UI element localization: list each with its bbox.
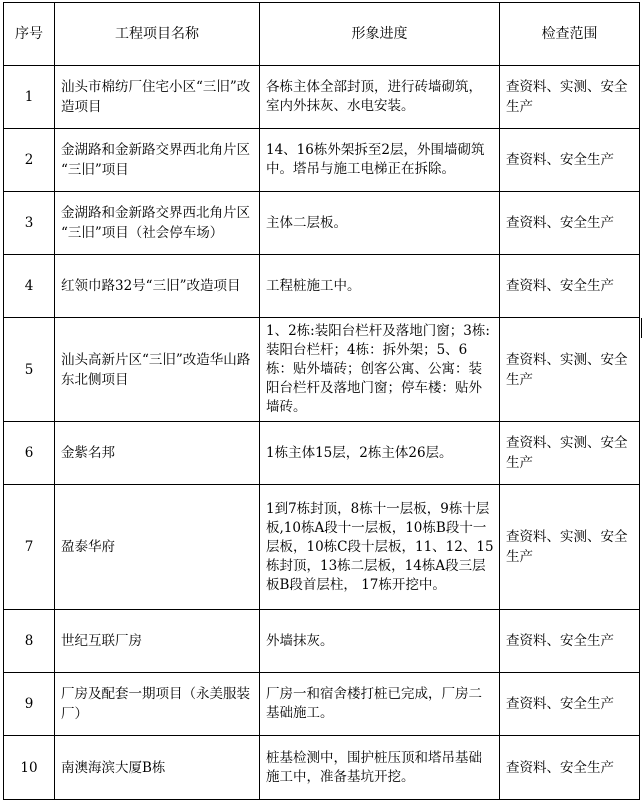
row-no: 1 <box>4 66 55 129</box>
row-scope: 查资料、安全生产 <box>500 255 640 318</box>
row-progress: 1到7栋封顶，8栋十一层板，9栋十层板,10栋A段十一层板，10栋B段十一层板，10栋C段十层板，11、12、15栋封顶，13栋二层板，14栋A段三层板B段首层柱， 17栋开挖中。 <box>260 485 500 610</box>
row-no: 3 <box>4 192 55 255</box>
row-project-name: 盈泰华府 <box>55 485 260 610</box>
row-progress: 1、2栋:装阳台栏杆及落地门窗；3栋:装阳台栏杆；4栋：拆外架；5、6栋：贴外墙砖；创客公寓、公寓：装阳台栏杆及落地门窗；停车楼：贴外墙砖。 <box>260 318 500 422</box>
row-project-name: 金紫名邦 <box>55 422 260 485</box>
row-no: 7 <box>4 485 55 610</box>
row-no: 8 <box>4 610 55 673</box>
table-row <box>4 610 640 673</box>
row-scope: 查资料、安全生产 <box>500 610 640 673</box>
row-no: 5 <box>4 318 55 422</box>
project-inspection-table <box>3 2 640 800</box>
row-project-name: 金湖路和金新路交界西北角片区 “三旧”项目（社会停车场） <box>55 192 260 255</box>
row-project-name: 金湖路和金新路交界西北角片区 “三旧”项目 <box>55 129 260 192</box>
table-row <box>4 485 640 610</box>
table-row <box>4 422 640 485</box>
row-progress: 外墙抹灰。 <box>260 610 500 673</box>
table-header-row <box>4 3 640 66</box>
header-project-name: 工程项目名称 <box>55 3 260 66</box>
row-scope: 查资料、安全生产 <box>500 129 640 192</box>
table-row <box>4 129 640 192</box>
row-scope: 查资料、安全生产 <box>500 673 640 736</box>
row-scope: 查资料、实测、安全生产 <box>500 318 640 422</box>
row-progress: 桩基检测中，围护桩压顶和塔吊基础施工中，准备基坑开挖。 <box>260 736 500 800</box>
row-project-name: 南澳海滨大厦B栋 <box>55 736 260 800</box>
row-project-name: 汕头市棉纺厂住宅小区“三旧”改造项目 <box>55 66 260 129</box>
header-no: 序号 <box>4 3 55 66</box>
row-project-name: 红领巾路32号“三旧”改造项目 <box>55 255 260 318</box>
header-scope: 检查范围 <box>500 3 640 66</box>
row-progress: 主体二层板。 <box>260 192 500 255</box>
table-row <box>4 66 640 129</box>
row-no: 4 <box>4 255 55 318</box>
row-scope: 查资料、安全生产 <box>500 192 640 255</box>
row-no: 6 <box>4 422 55 485</box>
row-progress: 厂房一和宿舍楼打桩已完成，厂房二基础施工。 <box>260 673 500 736</box>
table-row <box>4 318 640 422</box>
row-no: 2 <box>4 129 55 192</box>
row-progress: 14、16栋外架拆至2层，外围墙砌筑中。塔吊与施工电梯正在拆除。 <box>260 129 500 192</box>
table-row <box>4 673 640 736</box>
row-scope: 查资料、安全生产 <box>500 736 640 800</box>
row-scope: 查资料、实测、安全生产 <box>500 485 640 610</box>
text-cursor-mark <box>641 318 642 338</box>
row-progress: 各栋主体全部封顶，进行砖墙砌筑，室内外抹灰、水电安装。 <box>260 66 500 129</box>
row-scope: 查资料、实测、安全生产 <box>500 422 640 485</box>
table-row <box>4 192 640 255</box>
row-project-name: 汕头高新片区“三旧”改造华山路东北侧项目 <box>55 318 260 422</box>
row-project-name: 世纪互联厂房 <box>55 610 260 673</box>
header-progress: 形象进度 <box>260 3 500 66</box>
row-no: 10 <box>4 736 55 800</box>
table-row <box>4 736 640 800</box>
row-scope: 查资料、实测、安全生产 <box>500 66 640 129</box>
row-no: 9 <box>4 673 55 736</box>
table-row <box>4 255 640 318</box>
row-project-name: 厂房及配套一期项目（永美服装厂） <box>55 673 260 736</box>
row-progress: 1栋主体15层，2栋主体26层。 <box>260 422 500 485</box>
row-progress: 工程桩施工中。 <box>260 255 500 318</box>
